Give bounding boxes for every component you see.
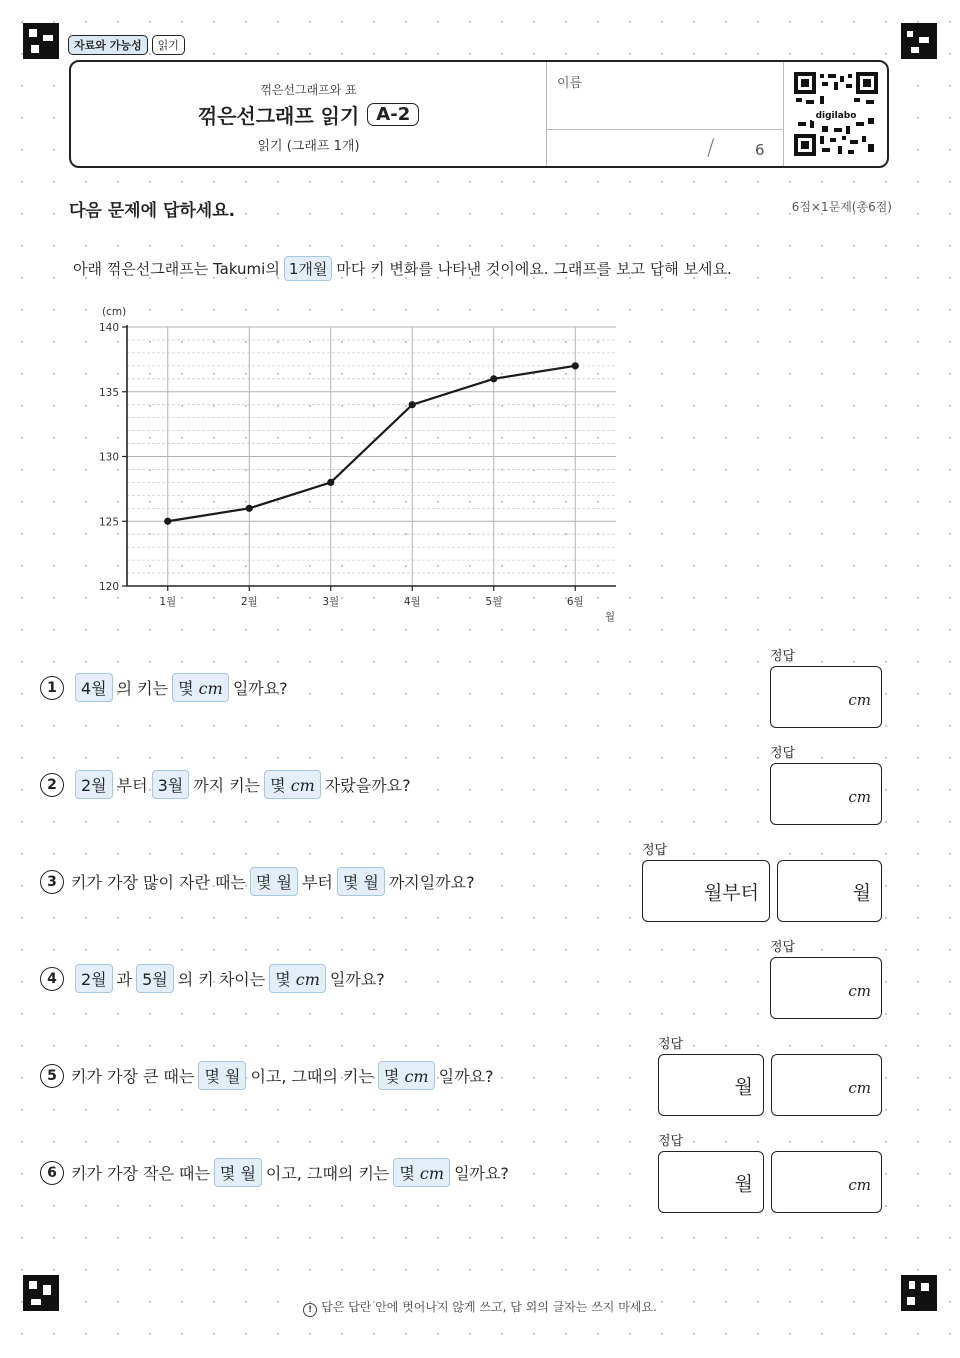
question-text: 의 키 차이는 — [177, 970, 266, 989]
question-4 — [40, 964, 385, 993]
question-highlight — [250, 867, 298, 896]
highlight-text: 2월 — [81, 776, 107, 795]
y-tick-label: 135 — [98, 386, 119, 399]
question-text: 이고, 그때의 키는 — [265, 1164, 390, 1183]
footer-text: 답은 답란 안에 벗어나지 않게 쓰고, 답 외의 글자는 쓰지 마세요. — [321, 1300, 657, 1314]
question-text: 일까요? — [329, 970, 385, 989]
question-text: 일까요? — [438, 1067, 494, 1086]
answer-box[interactable] — [658, 1054, 764, 1116]
answer-box[interactable] — [658, 1151, 764, 1213]
question-highlight — [75, 770, 113, 799]
question-number: 2 — [40, 773, 64, 797]
name-label: 이름 — [557, 76, 583, 91]
highlight-text: 5월 — [142, 970, 168, 989]
highlight-text: 2월 — [81, 970, 107, 989]
question-1 — [40, 673, 288, 702]
question-text: 일까요? — [454, 1164, 509, 1183]
name-score-area — [546, 62, 784, 166]
x-tick-label: 4월 — [403, 596, 421, 608]
question-highlight — [198, 1061, 246, 1090]
question-text: 의 키는 — [116, 679, 169, 698]
y-tick-label: 130 — [98, 451, 119, 464]
question-text: 까지 키는 — [193, 776, 261, 795]
header-title-block — [71, 62, 546, 166]
highlight-text: 4월 — [81, 679, 107, 698]
highlight-text: 3월 — [157, 776, 184, 795]
question-number: 3 — [40, 870, 64, 894]
question-highlight — [172, 673, 229, 702]
x-tick-label: 3월 — [322, 596, 340, 608]
question-highlight — [393, 1158, 450, 1187]
answer-label: 정답 — [770, 649, 796, 664]
tag-category: 자료와 가능성 — [68, 35, 148, 55]
question-highlight — [136, 964, 174, 993]
answer-label: 정답 — [642, 843, 668, 858]
score-slash: / — [707, 136, 715, 161]
qr-brand-text: digilabo — [815, 111, 857, 121]
question-highlight — [269, 964, 326, 993]
height-data-point — [246, 505, 253, 512]
answer-label: 정답 — [770, 940, 796, 955]
answer-box[interactable] — [777, 860, 882, 922]
question-text: 부터 — [116, 776, 148, 795]
highlight-text: 몇 월 — [342, 873, 379, 892]
highlight-text: 몇 월 — [219, 1164, 256, 1183]
page-title: 꺾은선그래프 읽기 — [197, 104, 360, 128]
answer-unit: cm — [848, 1176, 871, 1194]
name-divider — [547, 129, 783, 130]
answer-label: 정답 — [658, 1134, 684, 1149]
corner-marker-top-left — [23, 23, 59, 59]
instruction: 다음 문제에 답하세요. — [69, 201, 236, 221]
answer-box[interactable] — [770, 763, 882, 825]
question-2 — [40, 770, 411, 799]
height-line-chart — [90, 300, 630, 630]
height-data-point — [572, 362, 579, 369]
question-number: 1 — [40, 676, 64, 700]
question-text: 이고, 그때의 키는 — [250, 1067, 374, 1086]
x-tick-label: 2월 — [240, 596, 258, 608]
question-number: 6 — [40, 1161, 64, 1185]
tag-skill: 읽기 — [152, 35, 185, 55]
question-highlight — [75, 673, 113, 702]
answer-unit: cm — [848, 982, 871, 1000]
answer-box[interactable] — [771, 1151, 882, 1213]
question-text: 부터 — [301, 873, 333, 892]
worksheet-header — [69, 60, 889, 168]
question-text: 키가 가장 큰 때는 — [71, 1067, 195, 1086]
x-tick-label: 1월 — [159, 596, 177, 608]
warning-icon: ! — [303, 1303, 317, 1317]
question-text: 까지일까요? — [388, 873, 475, 892]
intro-text — [73, 256, 732, 281]
intro-after: 마다 키 변화를 나타낸 것이에요. 그래프를 보고 답해 보세요. — [336, 260, 732, 278]
x-axis-label: 월 — [604, 611, 616, 623]
question-highlight — [214, 1158, 262, 1187]
points-info: 6점×1문제(총6점) — [791, 200, 892, 214]
footer-note — [0, 1298, 960, 1317]
y-tick-label: 125 — [98, 516, 119, 529]
question-6 — [40, 1158, 509, 1187]
highlight-text: 몇 월 — [204, 1067, 241, 1086]
x-tick-label: 5월 — [485, 596, 503, 608]
qr-code-icon — [794, 72, 878, 156]
answer-unit: 월 — [734, 1076, 753, 1098]
question-highlight — [378, 1061, 435, 1090]
question-text: 키가 가장 많이 자란 때는 — [71, 873, 246, 892]
highlight-text: 몇 — [178, 679, 194, 698]
answer-box[interactable] — [770, 957, 882, 1019]
answer-unit: cm — [848, 691, 871, 709]
answer-box[interactable] — [770, 666, 882, 728]
height-data-point — [409, 401, 416, 408]
question-text: 일까요? — [232, 679, 288, 698]
answer-unit: cm — [848, 788, 871, 806]
header-title-row — [71, 100, 546, 129]
height-data-point — [490, 375, 497, 382]
worksheet-code: A-2 — [367, 103, 419, 126]
corner-marker-top-right — [901, 23, 937, 59]
answer-unit: 월 — [852, 882, 871, 904]
unit-cm: cm — [404, 1067, 429, 1086]
x-tick-label: 6월 — [566, 596, 584, 608]
question-number: 4 — [40, 967, 64, 991]
intro-before: 아래 꺾은선그래프는 Takumi의 — [73, 260, 280, 278]
unit-cm: cm — [295, 970, 320, 989]
highlight-text: 몇 — [270, 776, 286, 795]
question-highlight — [264, 770, 321, 799]
y-tick-label: 140 — [98, 322, 119, 334]
question-number: 5 — [40, 1064, 64, 1088]
question-highlight — [337, 867, 385, 896]
answer-unit: cm — [848, 1079, 871, 1097]
y-tick-label: 120 — [98, 581, 119, 593]
highlight-text: 몇 — [383, 1067, 400, 1086]
question-highlight — [152, 770, 190, 799]
y-axis-label: (cm) — [102, 306, 127, 318]
answer-label: 정답 — [770, 746, 796, 761]
header-subtitle: 꺾은선그래프와 표 — [260, 83, 357, 97]
category-tags — [68, 35, 185, 55]
answer-unit: 월부터 — [703, 882, 759, 904]
score-total: 6 — [755, 141, 765, 159]
question-3 — [40, 867, 475, 896]
question-text: 키가 가장 작은 때는 — [71, 1164, 210, 1183]
answer-box[interactable] — [642, 860, 770, 922]
highlight-text: 몇 — [275, 970, 291, 989]
intro-highlight: 1개월 — [284, 256, 333, 281]
answer-label: 정답 — [658, 1037, 684, 1052]
question-text: 과 — [116, 970, 133, 989]
unit-cm: cm — [198, 679, 223, 698]
answer-unit: 월 — [734, 1173, 753, 1195]
height-data-point — [327, 479, 334, 486]
height-data-point — [164, 518, 171, 525]
highlight-text: 몇 월 — [255, 873, 292, 892]
unit-cm: cm — [419, 1164, 445, 1183]
header-mode: 읽기 (그래프 1개) — [257, 139, 360, 154]
highlight-text: 몇 — [399, 1164, 415, 1183]
question-5 — [40, 1061, 493, 1090]
unit-cm: cm — [290, 776, 315, 795]
answer-box[interactable] — [771, 1054, 882, 1116]
question-text: 자랐을까요? — [324, 776, 411, 795]
question-highlight — [75, 964, 113, 993]
